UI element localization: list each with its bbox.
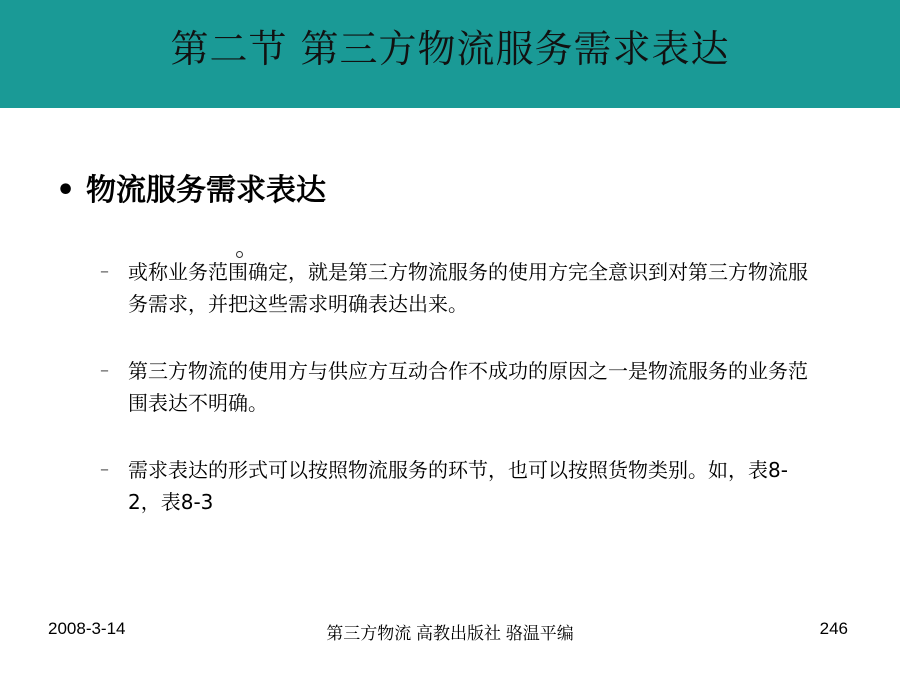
main-bullet xyxy=(56,165,326,209)
bullet-dot: • xyxy=(56,173,76,208)
dash-marker: – xyxy=(100,459,109,480)
sub-bullet-text: 第三方物流的使用方与供应方互动合作不成功的原因之一是物流服务的业务范围表达不明确。 xyxy=(128,359,808,415)
sub-bullet-text: 需求表达的形式可以按照物流服务的环节，也可以按照货物类别。如，表8-2，表8-3 xyxy=(128,458,788,514)
footer-source: 第三方物流 高教出版社 骆温平编 xyxy=(326,624,574,643)
footer-page-number: 246 xyxy=(819,619,848,638)
dash-marker: – xyxy=(100,360,109,381)
main-bullet-text: 物流服务需求表达 xyxy=(86,173,326,208)
title-bar xyxy=(0,0,900,108)
sub-bullet-text: 或称业务范围确定，就是第三方物流服务的使用方完全意识到对第三方物流服务需求，并把这些需求明确表达出来。 xyxy=(128,260,808,316)
sub-bullet-item xyxy=(100,454,820,518)
sub-bullet-list xyxy=(100,256,820,553)
sub-bullet-item xyxy=(100,355,820,419)
slide-title: 第二节 第三方物流服务需求表达 xyxy=(170,27,730,71)
sub-bullet-item xyxy=(100,256,820,320)
dash-marker: – xyxy=(100,261,109,282)
footer-date: 2008-3-14 xyxy=(48,619,126,638)
